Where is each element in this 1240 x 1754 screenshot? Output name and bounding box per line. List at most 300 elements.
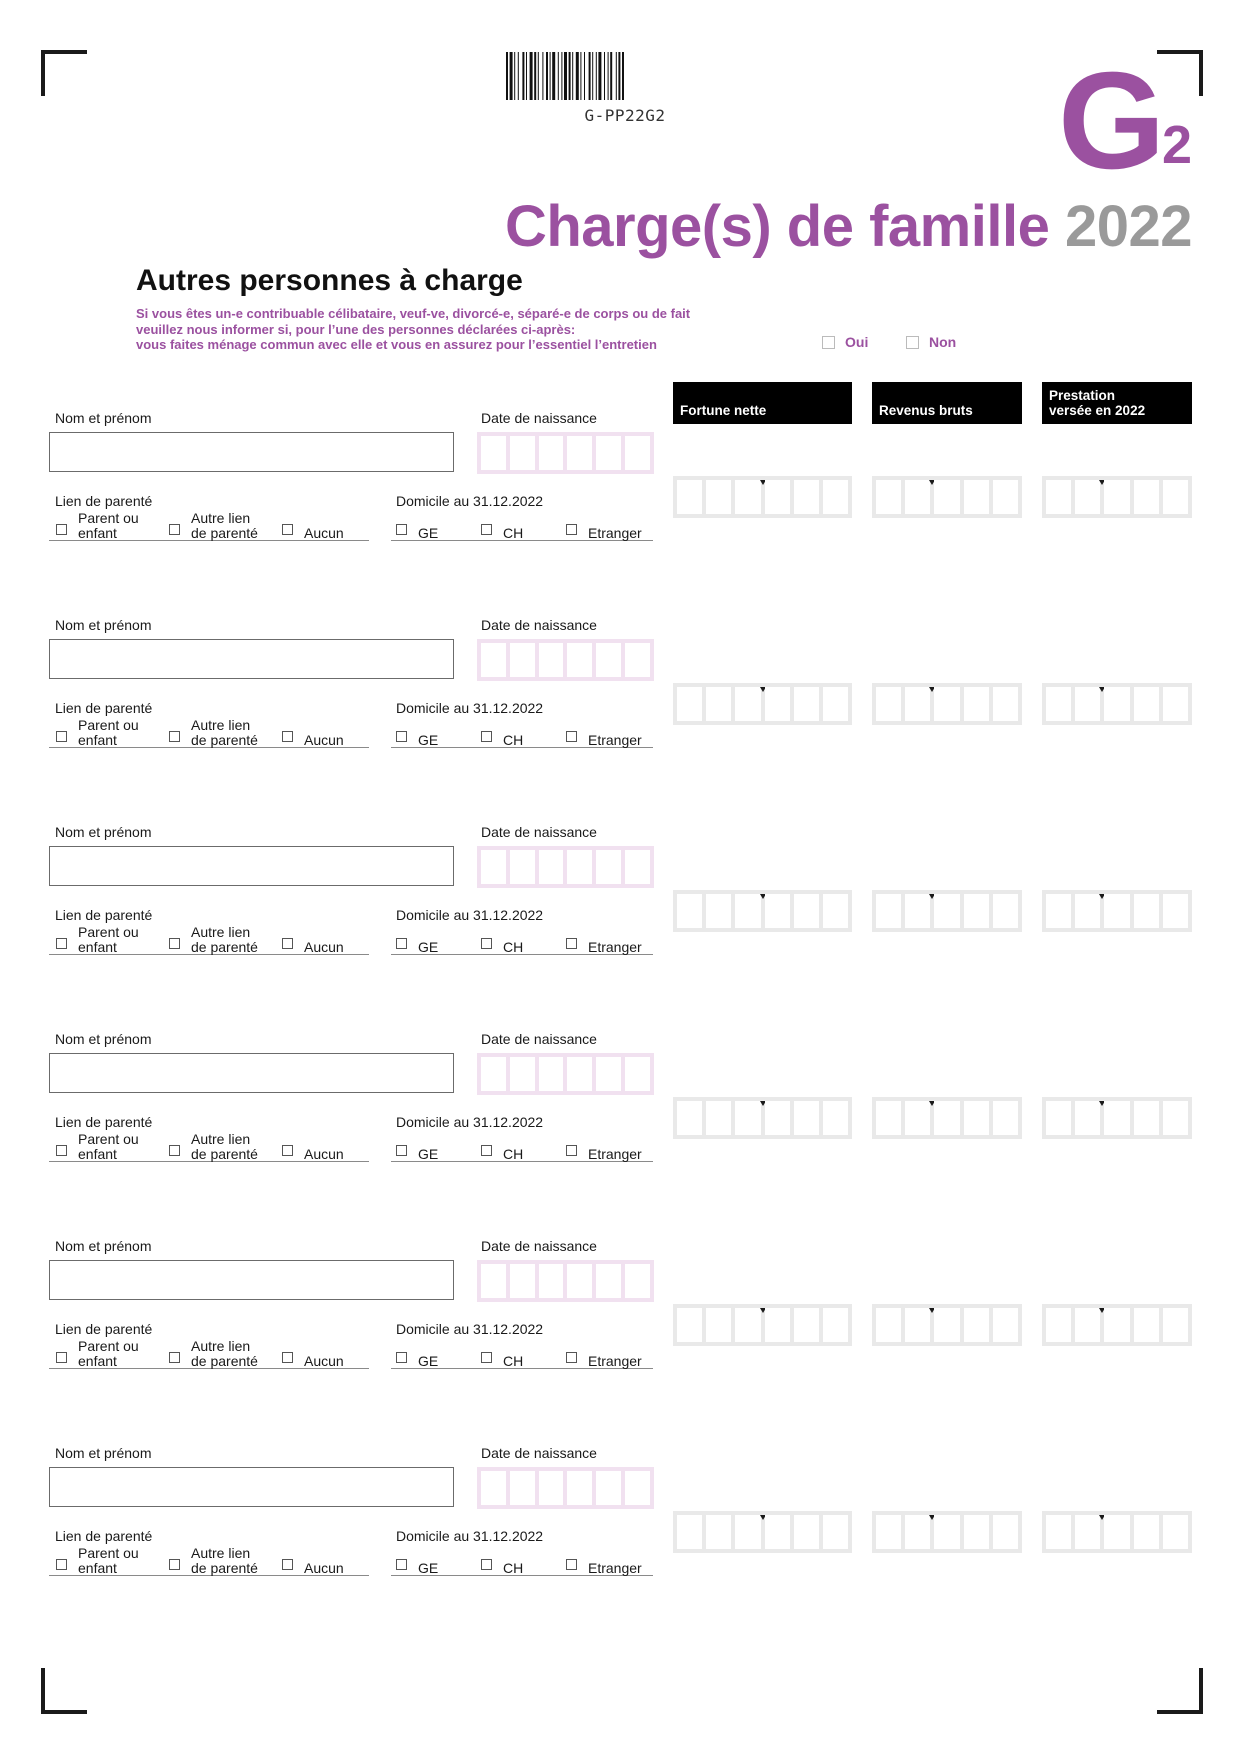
digit-box[interactable] [677, 894, 702, 928]
domicile-foreign-checkbox[interactable] [566, 524, 577, 535]
other-relationship-checkbox[interactable] [169, 731, 180, 742]
dependent-person-block [0, 599, 1240, 799]
none-relationship-checkbox[interactable] [282, 1145, 293, 1156]
barcode-bar [596, 52, 597, 100]
birthdate-digit-box[interactable] [596, 850, 621, 884]
birthdate-label: Date de naissance [481, 1445, 597, 1461]
digit-box[interactable] [706, 480, 731, 514]
digit-box[interactable] [1163, 894, 1188, 928]
parent-child-label [78, 1339, 139, 1369]
digit-box[interactable] [934, 1101, 959, 1135]
other-relationship-checkbox[interactable] [169, 938, 180, 949]
domicile-foreign-checkbox[interactable] [566, 1352, 577, 1363]
birthdate-label: Date de naissance [481, 824, 597, 840]
fortune-input[interactable] [673, 1511, 852, 1553]
digit-box[interactable] [1134, 480, 1159, 514]
none-relationship-checkbox[interactable] [282, 1352, 293, 1363]
digit-box[interactable] [934, 480, 959, 514]
birthdate-digit-box[interactable] [596, 1264, 621, 1298]
digit-box[interactable] [1046, 1515, 1071, 1549]
parent-child-label-line2: enfant [78, 939, 117, 955]
digit-box[interactable] [934, 1515, 959, 1549]
digit-box[interactable] [1046, 1308, 1071, 1342]
barcode-bar [589, 52, 591, 100]
name-label: Nom et prénom [55, 824, 152, 840]
dependent-person-block [0, 1220, 1240, 1420]
digit-box[interactable] [1075, 1308, 1100, 1342]
crop-mark-bottom-right [1157, 1668, 1203, 1714]
relationship-label: Lien de parenté [55, 493, 153, 509]
relationship-label: Lien de parenté [55, 907, 153, 923]
dependent-person-block [0, 1013, 1240, 1213]
birthdate-input[interactable] [477, 846, 654, 888]
other-relationship-checkbox[interactable] [169, 524, 180, 535]
page-title-text: Charge(s) de famille [504, 194, 1050, 259]
domicile-ch-label: CH [503, 1146, 524, 1162]
name-input[interactable] [49, 639, 454, 679]
digit-box[interactable] [964, 687, 989, 721]
birthdate-digit-box[interactable] [625, 1471, 650, 1505]
prestation-input[interactable] [1042, 1097, 1192, 1139]
other-relationship-checkbox[interactable] [169, 1145, 180, 1156]
birthdate-digit-box[interactable] [625, 643, 650, 677]
digit-box[interactable] [706, 687, 731, 721]
birthdate-digit-box[interactable] [510, 436, 535, 470]
none-relationship-checkbox[interactable] [282, 1559, 293, 1570]
domicile-ge-label: GE [418, 732, 439, 748]
revenus-input[interactable] [872, 890, 1022, 932]
revenus-input[interactable] [872, 683, 1022, 725]
digit-box[interactable] [964, 1101, 989, 1135]
relationship-label: Lien de parenté [55, 1114, 153, 1130]
domicile-foreign-checkbox[interactable] [566, 938, 577, 949]
digit-box[interactable] [677, 687, 702, 721]
birthdate-digit-box[interactable] [481, 643, 506, 677]
other-relationship-label-line2: de parenté [191, 1146, 258, 1162]
digit-box[interactable] [1134, 1515, 1159, 1549]
other-relationship-label-line1: Autre lien [191, 1131, 251, 1147]
digit-box[interactable] [1163, 687, 1188, 721]
barcode-bar [618, 52, 620, 100]
digit-box[interactable] [823, 1308, 848, 1342]
none-relationship-label: Aucun [304, 1353, 344, 1369]
domicile-label: Domicile au 31.12.2022 [396, 907, 544, 923]
domicile-ch-checkbox[interactable] [481, 731, 492, 742]
digit-box[interactable] [876, 1515, 901, 1549]
barcode-bar [604, 52, 605, 100]
digit-box[interactable] [706, 1515, 731, 1549]
birthdate-digit-box[interactable] [510, 1264, 535, 1298]
other-relationship-checkbox[interactable] [169, 1559, 180, 1570]
none-relationship-label: Aucun [304, 939, 344, 955]
digit-box[interactable] [677, 1101, 702, 1135]
digit-box[interactable] [677, 1308, 702, 1342]
domicile-ge-checkbox[interactable] [396, 938, 407, 949]
birthdate-digit-box[interactable] [625, 436, 650, 470]
birthdate-digit-box[interactable] [510, 1471, 535, 1505]
domicile-foreign-label: Etranger [588, 732, 642, 748]
barcode-bar [572, 52, 573, 100]
domicile-ch-checkbox[interactable] [481, 1559, 492, 1570]
birthdate-digit-box[interactable] [481, 850, 506, 884]
name-input[interactable] [49, 1260, 454, 1300]
barcode [506, 52, 744, 100]
digit-box[interactable] [765, 1515, 790, 1549]
none-relationship-checkbox[interactable] [282, 731, 293, 742]
digit-box[interactable] [993, 1308, 1018, 1342]
digit-box[interactable] [993, 894, 1018, 928]
digit-box[interactable] [735, 1101, 760, 1135]
digit-box[interactable] [794, 1101, 819, 1135]
domicile-ge-label: GE [418, 1146, 439, 1162]
domicile-ge-checkbox[interactable] [396, 524, 407, 535]
barcode-bar [564, 52, 567, 100]
barcode-bar [506, 52, 508, 100]
none-relationship-label: Aucun [304, 1146, 344, 1162]
other-relationship-label-line1: Autre lien [191, 924, 251, 940]
prestation-input[interactable] [1042, 683, 1192, 725]
domicile-ge-checkbox[interactable] [396, 1145, 407, 1156]
dependent-person-block [0, 1427, 1240, 1627]
digit-box[interactable] [1104, 1515, 1129, 1549]
domicile-foreign-checkbox[interactable] [566, 1145, 577, 1156]
digit-box[interactable] [1104, 480, 1129, 514]
parent-child-label-line2: enfant [78, 1560, 117, 1576]
domicile-label: Domicile au 31.12.2022 [396, 700, 544, 716]
digit-box[interactable] [905, 1515, 930, 1549]
digit-box[interactable] [706, 894, 731, 928]
column-header-prestation-line2: versée en 2022 [1049, 403, 1146, 418]
digit-box[interactable] [1075, 894, 1100, 928]
digit-box[interactable] [964, 480, 989, 514]
digit-box[interactable] [993, 1101, 1018, 1135]
birthdate-digit-box[interactable] [481, 1264, 506, 1298]
other-relationship-label-line2: de parenté [191, 939, 258, 955]
prestation-input[interactable] [1042, 476, 1192, 518]
other-relationship-label-line2: de parenté [191, 1560, 258, 1576]
digit-box[interactable] [876, 1308, 901, 1342]
revenus-input[interactable] [872, 1097, 1022, 1139]
digit-box[interactable] [823, 687, 848, 721]
digit-box[interactable] [1075, 1515, 1100, 1549]
barcode-bar [514, 52, 515, 100]
digit-box[interactable] [1163, 1515, 1188, 1549]
digit-box[interactable] [1134, 687, 1159, 721]
birthdate-digit-box[interactable] [510, 1057, 535, 1091]
domicile-foreign-checkbox[interactable] [566, 731, 577, 742]
no-checkbox[interactable] [906, 336, 919, 349]
birthdate-label: Date de naissance [481, 410, 597, 426]
intro-text [136, 306, 826, 353]
fortune-input[interactable] [673, 890, 852, 932]
name-label: Nom et prénom [55, 1445, 152, 1461]
digit-box[interactable] [1163, 1308, 1188, 1342]
digit-box[interactable] [1134, 894, 1159, 928]
parent-child-label-line1: Parent ou [78, 1131, 139, 1147]
birthdate-digit-box[interactable] [481, 1471, 506, 1505]
domicile-ge-label: GE [418, 1560, 439, 1576]
none-relationship-label: Aucun [304, 732, 344, 748]
digit-box[interactable] [765, 687, 790, 721]
domicile-ch-checkbox[interactable] [481, 1145, 492, 1156]
barcode-bar [526, 52, 527, 100]
birthdate-digit-box[interactable] [596, 643, 621, 677]
barcode-bar [580, 52, 581, 100]
digit-box[interactable] [905, 1101, 930, 1135]
domicile-ch-checkbox[interactable] [481, 938, 492, 949]
birthdate-digit-box[interactable] [567, 850, 592, 884]
digit-box[interactable] [905, 1308, 930, 1342]
fortune-input[interactable] [673, 1097, 852, 1139]
digit-box[interactable] [735, 480, 760, 514]
name-input[interactable] [49, 846, 454, 886]
other-relationship-label-line2: de parenté [191, 525, 258, 541]
domicile-foreign-label: Etranger [588, 1560, 642, 1576]
birthdate-digit-box[interactable] [596, 1057, 621, 1091]
page-title [504, 194, 1192, 259]
birthdate-digit-box[interactable] [567, 436, 592, 470]
digit-box[interactable] [993, 687, 1018, 721]
domicile-ch-label: CH [503, 732, 524, 748]
parent-child-label [78, 1546, 139, 1576]
barcode-bar [622, 52, 624, 100]
intro-line: vous faites ménage commun avec elle et vous en assurez pour l’essentiel l’entretien [136, 337, 657, 352]
domicile-ge-checkbox[interactable] [396, 1352, 407, 1363]
dependent-person-block [0, 392, 1240, 592]
none-relationship-checkbox[interactable] [282, 938, 293, 949]
digit-box[interactable] [677, 1515, 702, 1549]
domicile-ch-checkbox[interactable] [481, 1352, 492, 1363]
parent-child-label-line2: enfant [78, 1146, 117, 1162]
digit-box[interactable] [1046, 1101, 1071, 1135]
parent-child-label-line1: Parent ou [78, 1545, 139, 1561]
section-subtitle: Autres personnes à charge [136, 264, 523, 297]
digit-box[interactable] [735, 1308, 760, 1342]
digit-box[interactable] [876, 894, 901, 928]
name-input[interactable] [49, 432, 454, 472]
digit-box[interactable] [934, 1308, 959, 1342]
digit-box[interactable] [1075, 687, 1100, 721]
digit-box[interactable] [1104, 1101, 1129, 1135]
birthdate-digit-box[interactable] [539, 1057, 564, 1091]
birthdate-digit-box[interactable] [625, 1264, 650, 1298]
yes-checkbox[interactable] [822, 336, 835, 349]
digit-box[interactable] [905, 687, 930, 721]
digit-box[interactable] [934, 687, 959, 721]
birthdate-digit-box[interactable] [539, 643, 564, 677]
birthdate-digit-box[interactable] [539, 436, 564, 470]
barcode-bar [616, 52, 617, 100]
digit-box[interactable] [765, 480, 790, 514]
digit-box[interactable] [735, 1515, 760, 1549]
dependent-person-block [0, 806, 1240, 1006]
digit-box[interactable] [1163, 1101, 1188, 1135]
birthdate-digit-box[interactable] [625, 1057, 650, 1091]
digit-box[interactable] [1046, 894, 1071, 928]
parent-child-label-line1: Parent ou [78, 717, 139, 733]
other-relationship-label-line1: Autre lien [191, 510, 251, 526]
domicile-foreign-checkbox[interactable] [566, 1559, 577, 1570]
birthdate-digit-box[interactable] [596, 436, 621, 470]
birthdate-digit-box[interactable] [567, 1264, 592, 1298]
fortune-input[interactable] [673, 683, 852, 725]
digit-box[interactable] [677, 480, 702, 514]
parent-child-checkbox[interactable] [56, 1352, 67, 1363]
birthdate-digit-box[interactable] [625, 850, 650, 884]
digit-box[interactable] [1134, 1101, 1159, 1135]
birthdate-label: Date de naissance [481, 1238, 597, 1254]
revenus-input[interactable] [872, 1304, 1022, 1346]
digit-box[interactable] [1046, 480, 1071, 514]
parent-child-checkbox[interactable] [56, 524, 67, 535]
parent-child-label [78, 925, 139, 955]
digit-box[interactable] [765, 894, 790, 928]
birthdate-digit-box[interactable] [510, 850, 535, 884]
parent-child-checkbox[interactable] [56, 1145, 67, 1156]
digit-box[interactable] [1104, 1308, 1129, 1342]
name-input[interactable] [49, 1467, 454, 1507]
name-input[interactable] [49, 1053, 454, 1093]
birthdate-input[interactable] [477, 1467, 654, 1509]
parent-child-checkbox[interactable] [56, 731, 67, 742]
domicile-label: Domicile au 31.12.2022 [396, 1114, 544, 1130]
digit-box[interactable] [1075, 480, 1100, 514]
other-relationship-checkbox[interactable] [169, 1352, 180, 1363]
parent-child-checkbox[interactable] [56, 1559, 67, 1570]
digit-box[interactable] [765, 1308, 790, 1342]
digit-box[interactable] [794, 480, 819, 514]
page-title-year: 2022 [1064, 194, 1192, 259]
prestation-input[interactable] [1042, 890, 1192, 932]
digit-box[interactable] [794, 1308, 819, 1342]
intro-line: Si vous êtes un-e contribuable célibataire, veuf-ve, divorcé-e, séparé-e de corps ou de fait [136, 306, 691, 321]
relationship-label: Lien de parenté [55, 700, 153, 716]
prestation-input[interactable] [1042, 1511, 1192, 1553]
no-label: Non [929, 334, 957, 350]
digit-box[interactable] [876, 480, 901, 514]
parent-child-label-line1: Parent ou [78, 1338, 139, 1354]
birthdate-digit-box[interactable] [567, 1057, 592, 1091]
intro-line: veuillez nous informer si, pour l’une des personnes déclarées ci-après: [136, 321, 576, 337]
digit-box[interactable] [993, 1515, 1018, 1549]
birthdate-digit-box[interactable] [510, 643, 535, 677]
other-relationship-label [191, 718, 258, 748]
parent-child-label [78, 1132, 139, 1162]
digit-box[interactable] [735, 894, 760, 928]
domicile-ge-checkbox[interactable] [396, 1559, 407, 1570]
digit-box[interactable] [1075, 1101, 1100, 1135]
domicile-label: Domicile au 31.12.2022 [396, 1528, 544, 1544]
digit-box[interactable] [876, 687, 901, 721]
domicile-ch-checkbox[interactable] [481, 524, 492, 535]
digit-box[interactable] [706, 1101, 731, 1135]
digit-box[interactable] [1104, 687, 1129, 721]
birthdate-input[interactable] [477, 1260, 654, 1302]
other-relationship-label [191, 1339, 258, 1369]
name-label: Nom et prénom [55, 1031, 152, 1047]
revenus-input[interactable] [872, 1511, 1022, 1553]
birthdate-digit-box[interactable] [567, 1471, 592, 1505]
digit-box[interactable] [765, 1101, 790, 1135]
none-relationship-checkbox[interactable] [282, 524, 293, 535]
column-header-prestation-line1: Prestation [1049, 388, 1116, 403]
digit-box[interactable] [823, 480, 848, 514]
digit-box[interactable] [823, 1515, 848, 1549]
digit-box[interactable] [794, 894, 819, 928]
digit-box[interactable] [964, 894, 989, 928]
domicile-ch-label: CH [503, 939, 524, 955]
digit-box[interactable] [823, 894, 848, 928]
domicile-label: Domicile au 31.12.2022 [396, 1321, 544, 1337]
birthdate-digit-box[interactable] [539, 1471, 564, 1505]
digit-box[interactable] [905, 480, 930, 514]
birthdate-digit-box[interactable] [567, 643, 592, 677]
fortune-input[interactable] [673, 476, 852, 518]
parent-child-checkbox[interactable] [56, 938, 67, 949]
yes-option[interactable] [822, 334, 868, 350]
birthdate-digit-box[interactable] [596, 1471, 621, 1505]
barcode-bar [522, 52, 524, 100]
birthdate-input[interactable] [477, 432, 654, 474]
barcode-bar [608, 52, 609, 100]
digit-box[interactable] [823, 1101, 848, 1135]
digit-box[interactable] [934, 894, 959, 928]
digit-box[interactable] [964, 1515, 989, 1549]
birthdate-label: Date de naissance [481, 617, 597, 633]
barcode-bar [546, 52, 548, 100]
other-relationship-label-line2: de parenté [191, 1353, 258, 1369]
digit-box[interactable] [905, 894, 930, 928]
digit-box[interactable] [735, 687, 760, 721]
form-logo-letter: G [1058, 44, 1162, 198]
birthdate-input[interactable] [477, 639, 654, 681]
birthdate-digit-box[interactable] [539, 850, 564, 884]
birthdate-input[interactable] [477, 1053, 654, 1095]
digit-box[interactable] [876, 1101, 901, 1135]
barcode-bar [552, 52, 555, 100]
barcode-bar [542, 52, 543, 100]
other-relationship-label [191, 925, 258, 955]
digit-box[interactable] [1163, 480, 1188, 514]
digit-box[interactable] [706, 1308, 731, 1342]
digit-box[interactable] [964, 1308, 989, 1342]
crop-mark-bottom-left [41, 1668, 87, 1714]
column-header-fortune-label: Fortune nette [680, 403, 767, 418]
digit-box[interactable] [794, 1515, 819, 1549]
birthdate-digit-box[interactable] [481, 1057, 506, 1091]
relationship-label: Lien de parenté [55, 1528, 153, 1544]
domicile-foreign-label: Etranger [588, 1353, 642, 1369]
birthdate-digit-box[interactable] [539, 1264, 564, 1298]
digit-box[interactable] [1104, 894, 1129, 928]
name-label: Nom et prénom [55, 1238, 152, 1254]
digit-box[interactable] [1134, 1308, 1159, 1342]
digit-box[interactable] [993, 480, 1018, 514]
birthdate-label: Date de naissance [481, 1031, 597, 1047]
crop-mark-top-left [41, 50, 87, 96]
digit-box[interactable] [1046, 687, 1071, 721]
barcode-text: G-PP22G2 [584, 106, 666, 125]
domicile-ge-label: GE [418, 939, 439, 955]
revenus-input[interactable] [872, 476, 1022, 518]
digit-box[interactable] [794, 687, 819, 721]
crop-mark-top-right [1157, 50, 1203, 96]
birthdate-digit-box[interactable] [481, 436, 506, 470]
domicile-ge-checkbox[interactable] [396, 731, 407, 742]
no-option[interactable] [906, 334, 956, 350]
prestation-input[interactable] [1042, 1304, 1192, 1346]
fortune-input[interactable] [673, 1304, 852, 1346]
